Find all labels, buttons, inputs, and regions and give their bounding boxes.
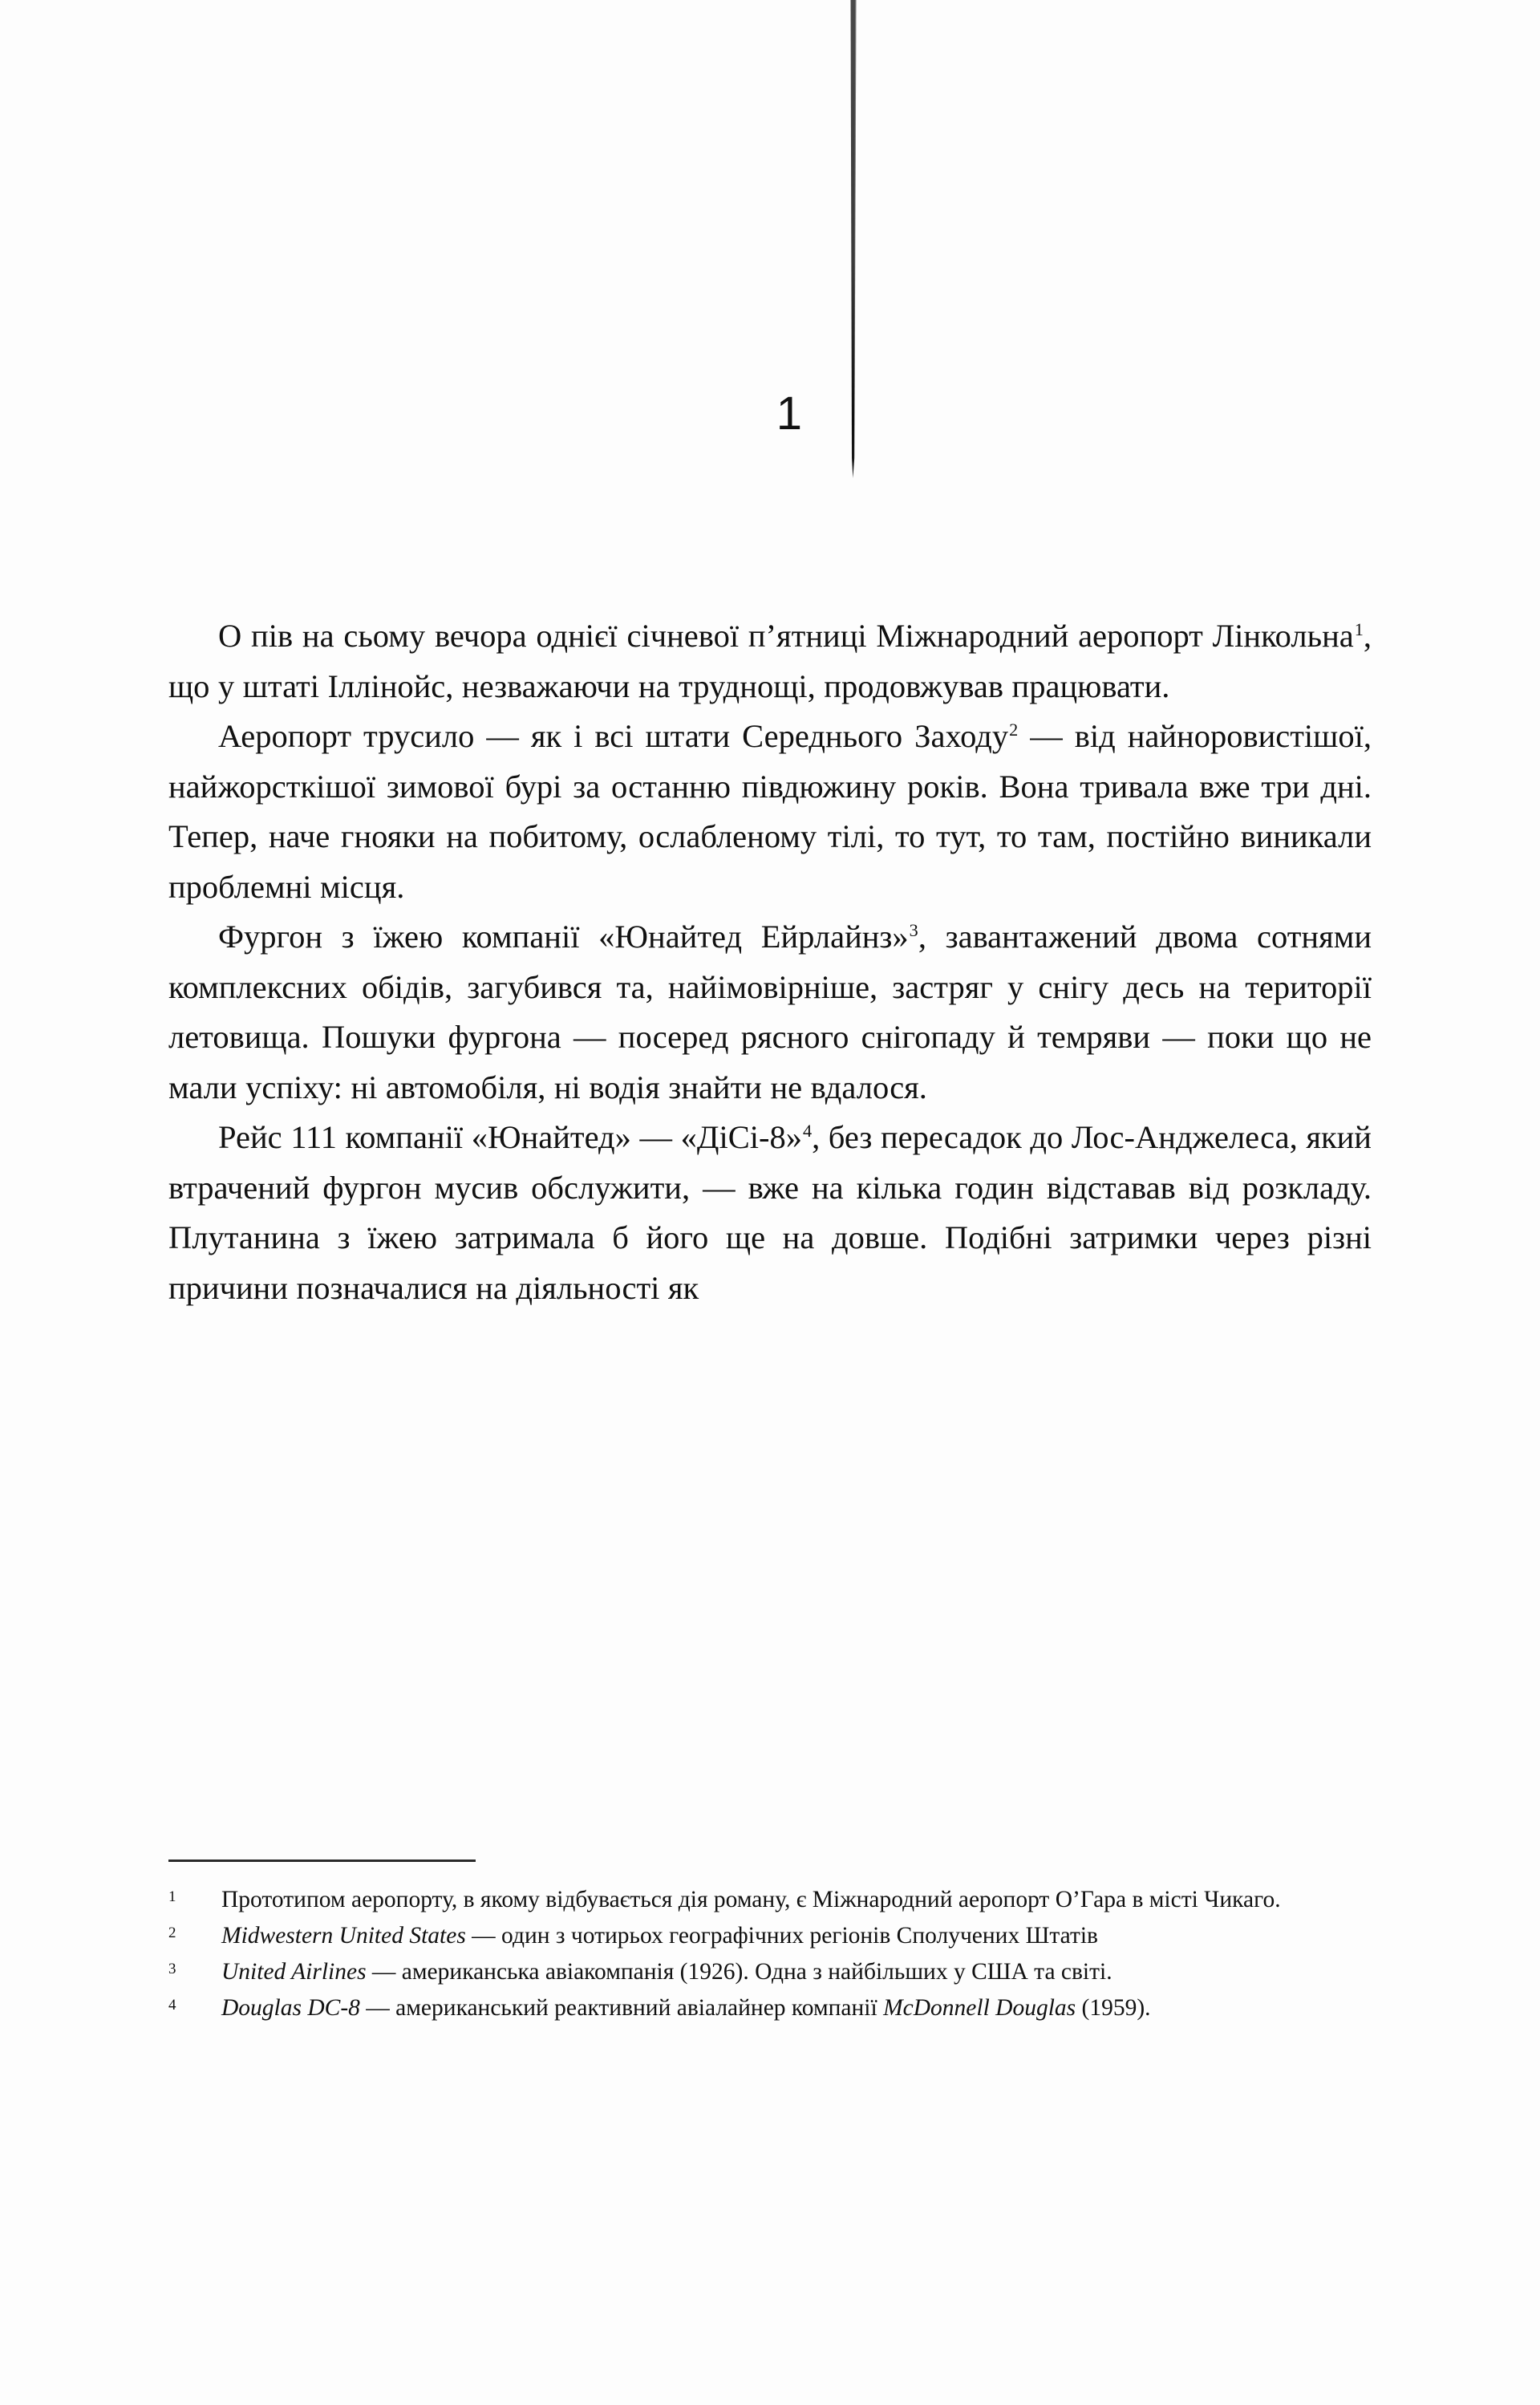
footnote-reference[interactable]: 3 [909, 919, 918, 940]
footnote-text: — американський реактивний авіалайнер компанії [359, 1995, 884, 2021]
footnote-term: United Airlines [221, 1959, 367, 1985]
footnote-reference[interactable]: 2 [1009, 719, 1019, 740]
footnote-reference[interactable]: 1 [1354, 618, 1364, 639]
paragraph-text-before: Рейс 111 компанії «Юнайтед» — «ДіСі-8» [218, 1119, 802, 1155]
paragraph-text-after: , що у штаті Іллінойс, незважаючи на труднощі, продовжував працювати. [168, 618, 1372, 704]
footnote-item [168, 1919, 1372, 1953]
footnote-text: — американська авіакомпанія (1926). Одна з найбільших у США та світі. [366, 1959, 1112, 1985]
footnote-term-secondary: McDonnell Douglas [883, 1995, 1076, 2021]
footnote-marker: 3 [168, 1961, 176, 1977]
footnote-reference[interactable]: 4 [802, 1120, 813, 1141]
paragraph-text-before: Аеропорт трусило — як і всі штати Середнього Заходу [218, 718, 1009, 754]
chapter-ornament-icon [845, 0, 863, 478]
paragraph [168, 912, 1372, 1113]
paragraph [168, 1113, 1372, 1313]
footnotes-block [168, 1860, 1372, 2027]
paragraph-text-after: , без пересадок до Лос-Анджелеса, який втрачений фургон мусив обслужити, — вже на кілька годин відставав від розкладу. Плутанина з їжею затримала б його ще на довше. Подібні затримки через різні причини позначалися на діяльності як [168, 1119, 1372, 1306]
paragraph-text-before: О пів на сьому вечора однієї січневої п’ятниці Міжнародний аеропорт Лінкольна [218, 618, 1354, 654]
footnote-separator-rule [168, 1860, 476, 1862]
footnote-term: Midwestern United States [221, 1923, 466, 1949]
body-text [168, 611, 1372, 1313]
paragraph [168, 712, 1372, 912]
footnote-item [168, 1883, 1372, 1917]
footnote-item [168, 1991, 1372, 2026]
paragraph [168, 611, 1372, 712]
paragraph-text-before: Фургон з їжею компанії «Юнайтед Ейрлайнз» [218, 919, 909, 955]
paragraph-text-after: — від найноровистішої, найжорсткішої зимової бурі за останню півдюжину років. Вона тривала вже три дні. Тепер, наче гнояки на побитому, ослабленому тілі, то тут, то там, постійно виникали проблемні місця. [168, 718, 1372, 905]
footnote-text: Прототипом аеропорту, в якому відбувається дія роману, є Міжнародний аеропорт О’Гара в місті Чикаго. [221, 1887, 1281, 1912]
paragraph-text-after: , завантажений двома сотнями комплексних обідів, загубився та, найімовірніше, застряг у снігу десь на території летовища. Пошуки фургона — посеред рясного снігопаду й темряви — поки що не мали успіху: ні автомобіля, ні водія знайти не вдалося. [168, 919, 1372, 1105]
footnote-marker: 1 [168, 1888, 176, 1905]
footnote-term: Douglas DC-8 [221, 1995, 360, 2021]
footnote-marker: 2 [168, 1924, 176, 1941]
footnote-marker: 4 [168, 1997, 176, 2014]
chapter-number: 1 [776, 387, 802, 440]
footnote-text: — один з чотирьох географічних регіонів Сполучених Штатів [465, 1923, 1098, 1949]
footnote-text-secondary: (1959). [1076, 1995, 1151, 2021]
footnote-item [168, 1955, 1372, 1989]
